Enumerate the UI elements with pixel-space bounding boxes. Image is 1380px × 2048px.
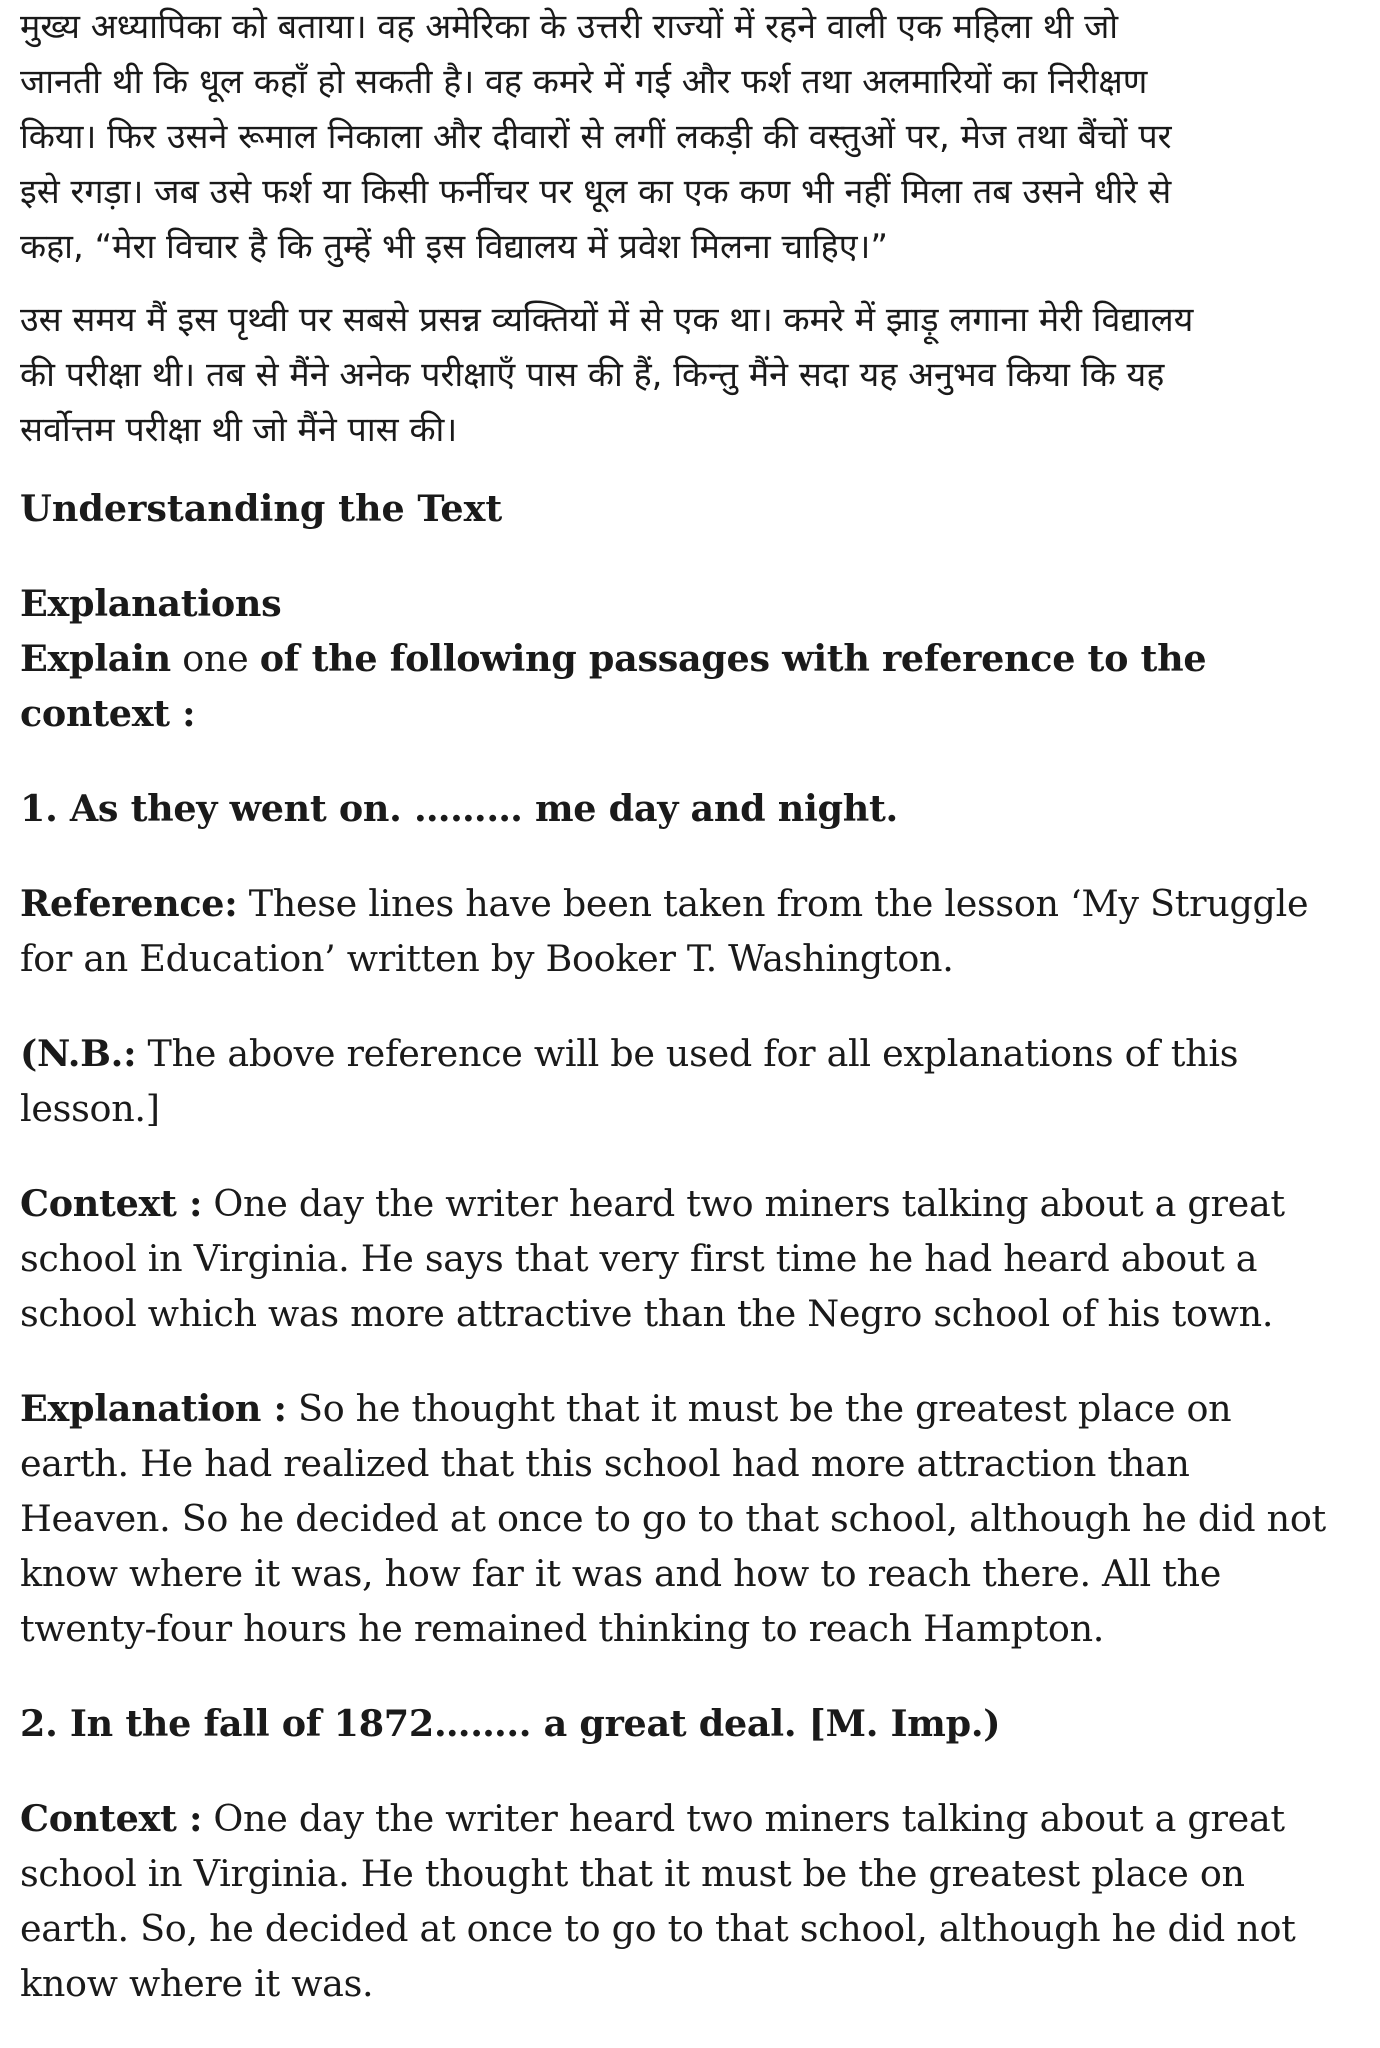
reference-text: These lines have been taken from the lesson ‘My Struggle bbox=[237, 882, 1309, 925]
nb-text: The above reference will be used for all explanations of this bbox=[136, 1032, 1239, 1075]
instruction-bold-1: Explain bbox=[20, 637, 171, 680]
nb-label: (N.B.: bbox=[20, 1032, 137, 1075]
item-1-nb bbox=[20, 1026, 1360, 1136]
context-label: Context : bbox=[20, 1182, 203, 1225]
instruction-line-2: context : bbox=[20, 692, 196, 735]
explanation-text: Heaven. So he decided at once to go to that school, although he did not bbox=[20, 1497, 1326, 1540]
section-title: Understanding the Text bbox=[20, 487, 503, 530]
explanation-text: earth. He had realized that this school had more attraction than bbox=[20, 1442, 1190, 1485]
reference-text: for an Education’ written by Booker T. Washington. bbox=[20, 937, 954, 980]
explanations-block bbox=[20, 576, 1360, 741]
explanations-title: Explanations bbox=[20, 582, 282, 625]
explanation-text: know where it was, how far it was and how to reach there. All the bbox=[20, 1552, 1222, 1595]
context-label: Context : bbox=[20, 1797, 203, 1840]
item-1-context bbox=[20, 1176, 1360, 1341]
explanation-text: So he thought that it must be the greatest place on bbox=[286, 1387, 1232, 1430]
hindi-line: उस समय मैं इस पृथ्वी पर सबसे प्रसन्न व्यक्तियों में से एक था। कमरे में झाड़ू लगाना मेरी विद्यालय bbox=[20, 300, 1194, 340]
nb-text: lesson.] bbox=[20, 1087, 160, 1130]
item-1-explanation bbox=[20, 1381, 1360, 1656]
hindi-line: कहा, “मेरा विचार है कि तुम्हें भी इस विद्यालय में प्रवेश मिलना चाहिए।” bbox=[20, 227, 889, 267]
context-text: One day the writer heard two miners talking about a great bbox=[202, 1797, 1285, 1840]
instruction-bold-2: of the following passages with reference to the bbox=[259, 637, 1207, 680]
instruction-normal: one bbox=[170, 637, 260, 680]
instruction-line-1 bbox=[20, 631, 1360, 686]
hindi-line: सर्वोत्तम परीक्षा थी जो मैंने पास की। bbox=[20, 410, 458, 450]
hindi-line: की परीक्षा थी। तब से मैंने अनेक परीक्षाएँ पास की हैं, किन्तु मैंने सदा यह अनुभव किया कि यह bbox=[20, 355, 1165, 395]
explanation-label: Explanation : bbox=[20, 1387, 287, 1430]
reference-label: Reference: bbox=[20, 882, 238, 925]
hindi-paragraph-2 bbox=[20, 293, 1360, 458]
hindi-line: जानती थी कि धूल कहाँ हो सकती है। वह कमरे में गई और फर्श तथा अलमारियों का निरीक्षण bbox=[20, 62, 1148, 102]
context-text: know where it was. bbox=[20, 1962, 374, 2005]
hindi-paragraph-1 bbox=[20, 0, 1360, 275]
hindi-line: इसे रगड़ा। जब उसे फर्श या किसी फर्नीचर पर धूल का एक कण भी नहीं मिला तब उसने धीरे से bbox=[20, 172, 1172, 212]
hindi-line: मुख्य अध्यापिका को बताया। वह अमेरिका के उत्तरी राज्यों में रहने वाली एक महिला थी जो bbox=[20, 7, 1119, 47]
context-text: One day the writer heard two miners talking about a great bbox=[202, 1182, 1285, 1225]
explanation-text: twenty-four hours he remained thinking to reach Hampton. bbox=[20, 1607, 1105, 1650]
context-text: school in Virginia. He thought that it must be the greatest place on bbox=[20, 1852, 1245, 1895]
item-2-heading: 2. In the fall of 1872…….. a great deal. [M. Imp.) bbox=[20, 1702, 1001, 1745]
context-text: school in Virginia. He says that very first time he had heard about a bbox=[20, 1237, 1258, 1280]
context-text: earth. So, he decided at once to go to that school, although he did not bbox=[20, 1907, 1296, 1950]
item-1-heading: 1. As they went on. ……… me day and night. bbox=[20, 787, 898, 830]
hindi-line: किया। फिर उसने रूमाल निकाला और दीवारों से लगीं लकड़ी की वस्तुओं पर, मेज तथा बैंचों पर bbox=[20, 117, 1172, 157]
item-2-context bbox=[20, 1791, 1360, 2011]
context-text: school which was more attractive than the Negro school of his town. bbox=[20, 1292, 1274, 1335]
item-1-reference bbox=[20, 876, 1360, 986]
